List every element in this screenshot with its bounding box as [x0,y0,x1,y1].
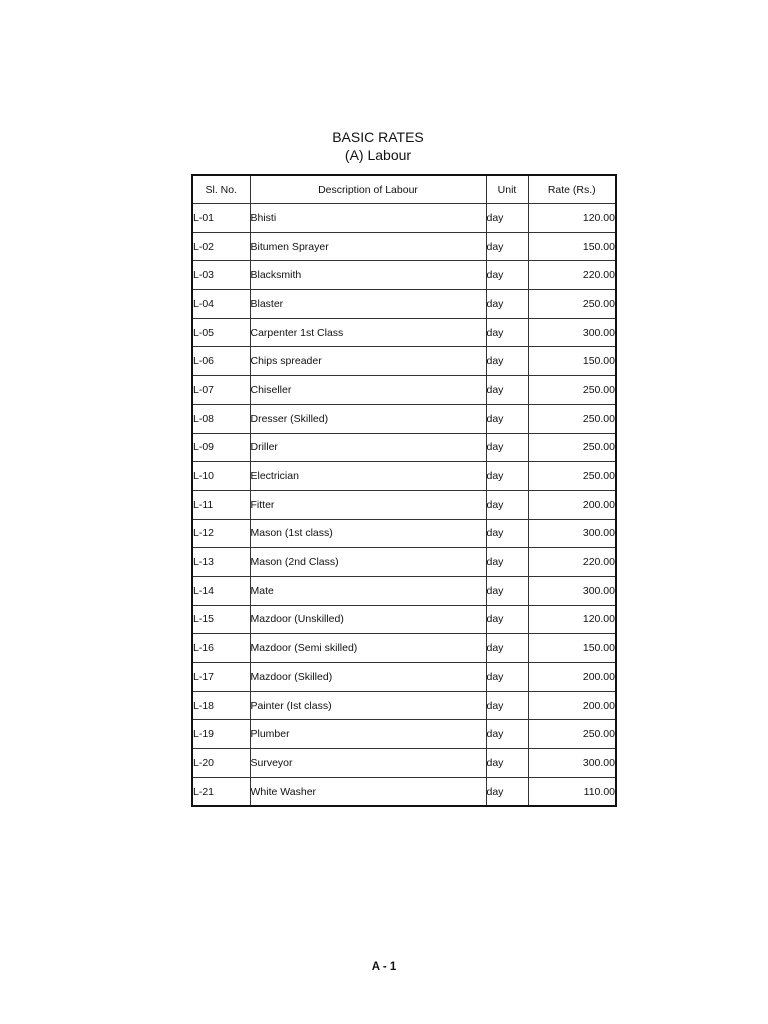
cell-rate: 110.00 [528,777,616,806]
header-rate: Rate (Rs.) [528,175,616,204]
cell-description: Mazdoor (Skilled) [250,663,486,692]
cell-description: Fitter [250,490,486,519]
cell-description: White Washer [250,777,486,806]
cell-description: Bhisti [250,204,486,233]
table-row [192,462,616,491]
cell-description: Plumber [250,720,486,749]
cell-rate: 250.00 [528,376,616,405]
cell-sl-no: L-21 [192,777,250,806]
title-block [0,128,768,164]
cell-rate: 250.00 [528,290,616,319]
table-row [192,404,616,433]
table-row [192,634,616,663]
cell-rate: 300.00 [528,318,616,347]
cell-unit: day [486,634,528,663]
cell-rate: 300.00 [528,576,616,605]
table-row [192,663,616,692]
cell-unit: day [486,404,528,433]
table-body [192,204,616,807]
cell-description: Electrician [250,462,486,491]
cell-unit: day [486,462,528,491]
cell-sl-no: L-17 [192,663,250,692]
cell-description: Mazdoor (Unskilled) [250,605,486,634]
cell-sl-no: L-19 [192,720,250,749]
cell-unit: day [486,576,528,605]
cell-description: Dresser (Skilled) [250,404,486,433]
cell-sl-no: L-16 [192,634,250,663]
cell-rate: 120.00 [528,204,616,233]
cell-sl-no: L-10 [192,462,250,491]
cell-sl-no: L-03 [192,261,250,290]
cell-unit: day [486,318,528,347]
cell-sl-no: L-01 [192,204,250,233]
cell-rate: 250.00 [528,720,616,749]
table-row [192,720,616,749]
cell-rate: 250.00 [528,462,616,491]
cell-unit: day [486,232,528,261]
cell-description: Carpenter 1st Class [250,318,486,347]
cell-sl-no: L-18 [192,691,250,720]
cell-unit: day [486,490,528,519]
table-row [192,749,616,778]
cell-unit: day [486,691,528,720]
cell-unit: day [486,433,528,462]
cell-rate: 250.00 [528,433,616,462]
cell-description: Chips spreader [250,347,486,376]
cell-sl-no: L-06 [192,347,250,376]
table-row [192,576,616,605]
cell-unit: day [486,519,528,548]
cell-rate: 200.00 [528,691,616,720]
page-title: BASIC RATES [332,129,424,145]
page-number: A - 1 [371,961,397,973]
table-row [192,290,616,319]
cell-unit: day [486,204,528,233]
page-subtitle: (A) Labour [344,147,412,163]
cell-sl-no: L-20 [192,749,250,778]
cell-sl-no: L-13 [192,548,250,577]
cell-unit: day [486,720,528,749]
table-row [192,519,616,548]
header-sl-no: Sl. No. [192,175,250,204]
header-description: Description of Labour [250,175,486,204]
cell-rate: 150.00 [528,347,616,376]
table-row [192,433,616,462]
cell-rate: 250.00 [528,404,616,433]
table-row [192,204,616,233]
cell-unit: day [486,290,528,319]
cell-description: Mason (1st class) [250,519,486,548]
table-row [192,777,616,806]
cell-description: Driller [250,433,486,462]
cell-description: Painter (Ist class) [250,691,486,720]
cell-unit: day [486,605,528,634]
cell-unit: day [486,376,528,405]
cell-description: Mate [250,576,486,605]
cell-sl-no: L-05 [192,318,250,347]
cell-sl-no: L-11 [192,490,250,519]
cell-rate: 200.00 [528,490,616,519]
cell-description: Mazdoor (Semi skilled) [250,634,486,663]
cell-unit: day [486,777,528,806]
cell-sl-no: L-08 [192,404,250,433]
cell-rate: 150.00 [528,232,616,261]
cell-unit: day [486,347,528,376]
cell-rate: 150.00 [528,634,616,663]
cell-rate: 300.00 [528,749,616,778]
cell-sl-no: L-07 [192,376,250,405]
cell-sl-no: L-09 [192,433,250,462]
table-row [192,376,616,405]
table-row [192,318,616,347]
cell-sl-no: L-12 [192,519,250,548]
cell-description: Blaster [250,290,486,319]
table-row [192,605,616,634]
cell-unit: day [486,548,528,577]
table-row [192,347,616,376]
cell-rate: 200.00 [528,663,616,692]
cell-description: Mason (2nd Class) [250,548,486,577]
header-row [192,175,616,204]
cell-unit: day [486,663,528,692]
cell-description: Bitumen Sprayer [250,232,486,261]
cell-unit: day [486,261,528,290]
labour-rates-table [191,174,617,807]
table-row [192,261,616,290]
table-row [192,691,616,720]
table-row [192,232,616,261]
cell-sl-no: L-04 [192,290,250,319]
cell-rate: 120.00 [528,605,616,634]
cell-description: Blacksmith [250,261,486,290]
table-row [192,490,616,519]
cell-rate: 220.00 [528,548,616,577]
cell-sl-no: L-14 [192,576,250,605]
cell-rate: 220.00 [528,261,616,290]
table-row [192,548,616,577]
cell-description: Surveyor [250,749,486,778]
cell-description: Chiseller [250,376,486,405]
header-unit: Unit [486,175,528,204]
cell-sl-no: L-02 [192,232,250,261]
cell-rate: 300.00 [528,519,616,548]
cell-unit: day [486,749,528,778]
table-header [192,175,616,204]
cell-sl-no: L-15 [192,605,250,634]
